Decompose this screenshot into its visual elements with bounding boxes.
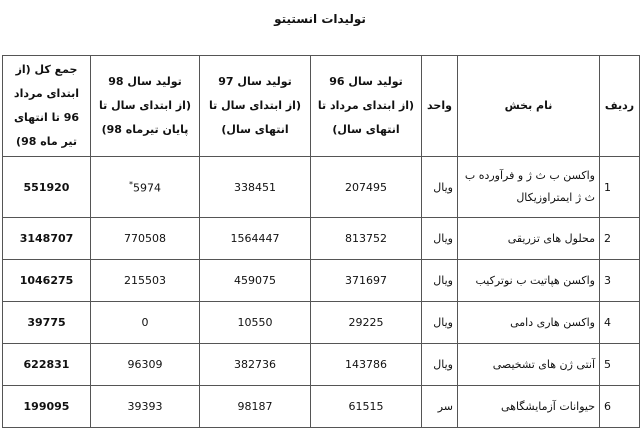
row-number: 2 [600, 218, 640, 260]
header-unit: واحد [422, 56, 458, 157]
production-96: 813752 [311, 218, 422, 260]
production-96: 29225 [311, 302, 422, 344]
production-97: 10550 [200, 302, 311, 344]
row-number: 1 [600, 157, 640, 218]
production-98-value: 5974 [133, 181, 161, 195]
section-name: واکسن ب ث ژ و فرآورده ب ث ژ ایمتراوزیکال [458, 157, 600, 218]
unit: سر [422, 386, 458, 428]
table-row [3, 344, 640, 386]
production-table [2, 55, 640, 428]
section-name: واکسن هاری دامی [458, 302, 600, 344]
header-year-98 [91, 56, 200, 157]
row-number: 3 [600, 260, 640, 302]
production-98 [91, 260, 200, 302]
unit: ویال [422, 260, 458, 302]
table-row [3, 157, 640, 218]
production-98-value: 0 [141, 316, 149, 329]
production-98 [91, 218, 200, 260]
total: 622831 [3, 344, 91, 386]
row-number: 5 [600, 344, 640, 386]
page-title: تولیدات انستیتو [274, 12, 366, 26]
total: 551920 [3, 157, 91, 218]
total: 199095 [3, 386, 91, 428]
table-header-row [3, 56, 640, 157]
production-97: 338451 [200, 157, 311, 218]
production-98 [91, 344, 200, 386]
production-98 [91, 386, 200, 428]
header-row-no: ردیف [600, 56, 640, 157]
header-section-name: نام بخش [458, 56, 600, 157]
header-year-96-title: تولید سال 96 [329, 75, 403, 88]
table-row [3, 386, 640, 428]
section-name: محلول های تزریقی [458, 218, 600, 260]
table-row [3, 302, 640, 344]
production-97: 382736 [200, 344, 311, 386]
production-97: 98187 [200, 386, 311, 428]
total: 39775 [3, 302, 91, 344]
production-97: 1564447 [200, 218, 311, 260]
unit: ویال [422, 218, 458, 260]
header-year-97-title: تولید سال 97 [218, 75, 292, 88]
production-98-value: 39393 [127, 400, 163, 413]
table-row [3, 260, 640, 302]
production-98 [91, 157, 200, 218]
table-row [3, 218, 640, 260]
row-number: 6 [600, 386, 640, 428]
production-98-value: 215503 [124, 274, 166, 287]
footnote-mark: * [129, 179, 133, 189]
header-year-97 [200, 56, 311, 157]
section-name: واکسن هپاتیت ب نوترکیب [458, 260, 600, 302]
production-96: 61515 [311, 386, 422, 428]
section-name: آنتی ژن های تشخیصی [458, 344, 600, 386]
total: 1046275 [3, 260, 91, 302]
unit: ویال [422, 157, 458, 218]
production-96: 371697 [311, 260, 422, 302]
unit: ویال [422, 302, 458, 344]
section-name: حیوانات آزمایشگاهی [458, 386, 600, 428]
total: 3148707 [3, 218, 91, 260]
header-year-97-period: (از ابتدای سال تا انتهای سال) [209, 99, 301, 136]
header-year-96 [311, 56, 422, 157]
row-number: 4 [600, 302, 640, 344]
production-98 [91, 302, 200, 344]
production-96: 207495 [311, 157, 422, 218]
production-97: 459075 [200, 260, 311, 302]
header-total: جمع کل (از ابتدای مرداد 96 تا انتهای تیر ماه 98) [3, 56, 91, 157]
unit: ویال [422, 344, 458, 386]
production-98-value: 96309 [127, 358, 163, 371]
header-year-98-title: تولید سال 98 [108, 75, 182, 88]
production-96: 143786 [311, 344, 422, 386]
production-98-value: 770508 [124, 232, 166, 245]
header-year-98-period: (از ابتدای سال تا پایان تیرماه 98) [99, 99, 191, 136]
header-year-96-period: (از ابتدای مرداد تا انتهای سال) [317, 99, 415, 136]
